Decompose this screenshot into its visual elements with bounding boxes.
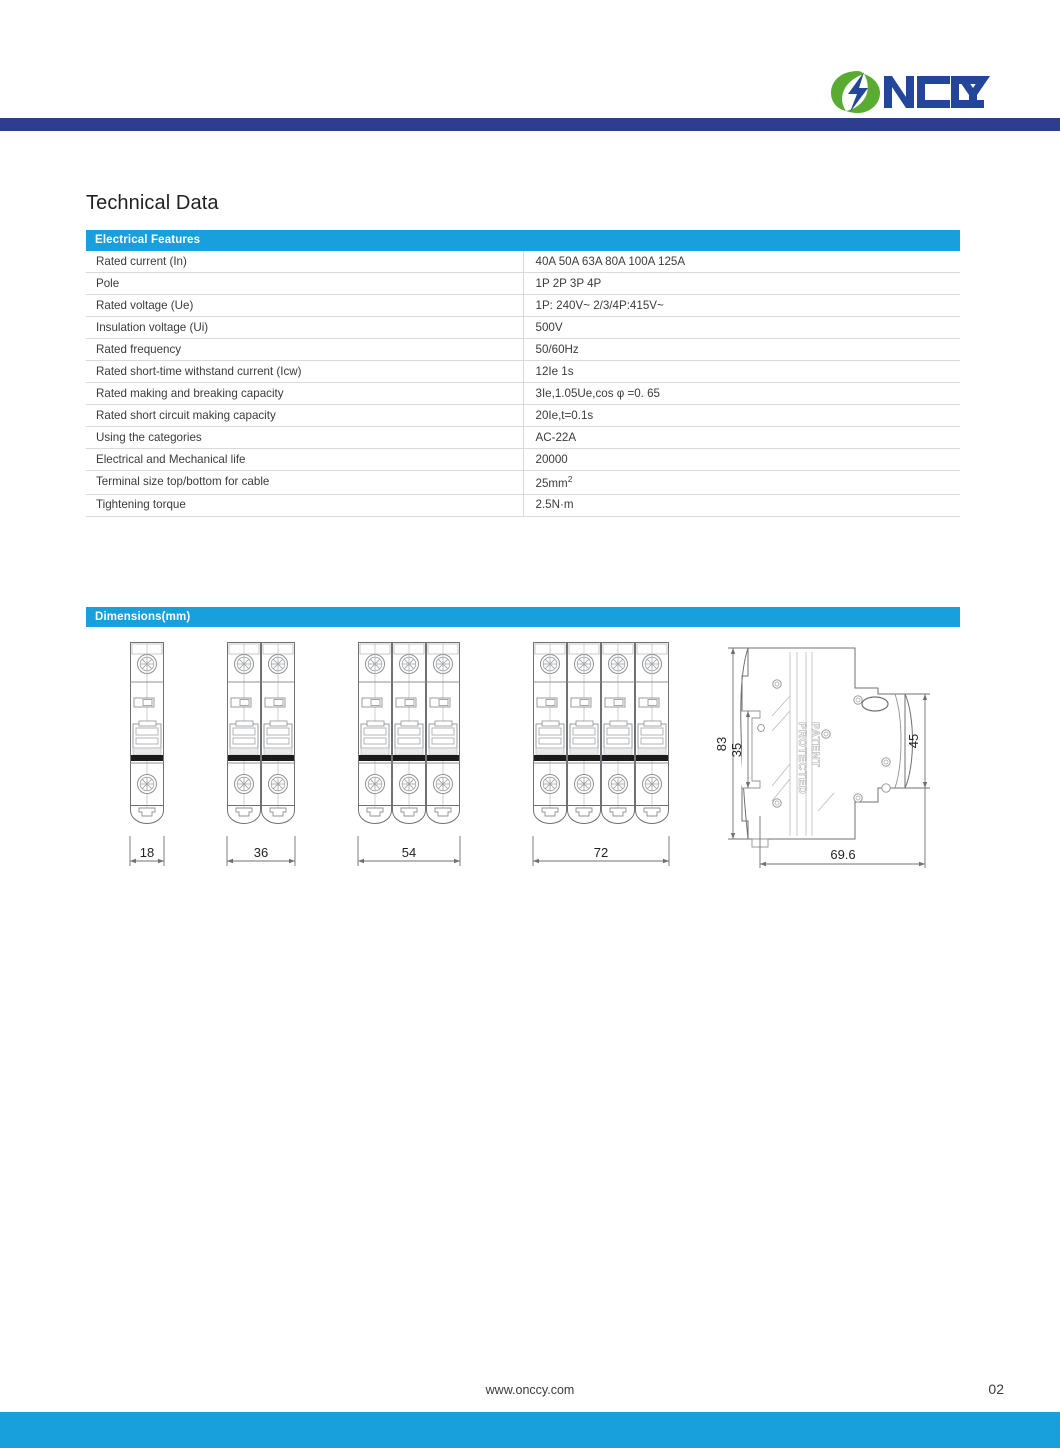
electrical-features-table <box>86 230 960 517</box>
footer-page-number: 02 <box>988 1381 1004 1397</box>
footer-url[interactable]: www.onccy.com <box>485 1383 575 1397</box>
table-cell-value: 20000 <box>523 449 960 471</box>
table-cell-value: 20Ie,t=0.1s <box>523 405 960 427</box>
table-row <box>86 471 960 495</box>
table-cell-key: Rated short circuit making capacity <box>86 405 523 427</box>
table-cell-key: Rated short-time withstand current (Icw) <box>86 361 523 383</box>
front-view-2-pole <box>227 643 295 867</box>
svg-text:PROTECTED: PROTECTED <box>796 722 808 795</box>
table-row <box>86 251 960 273</box>
dimension-label-69-6: 69.6 <box>830 847 856 862</box>
logo-wordmark <box>884 76 990 108</box>
table-cell-value: $25mm^2$ <box>523 471 960 495</box>
table-cell-value: 40A 50A 63A 80A 100A 125A <box>523 251 960 273</box>
dimension-label-1-pole: 18 <box>139 845 155 860</box>
table-cell-value: 3Ie,1.05Ue,cos φ =0. 65 <box>523 383 960 405</box>
dimensions-header: Dimensions(mm) <box>86 607 960 627</box>
table-row <box>86 494 960 516</box>
table-row <box>86 361 960 383</box>
table-cell-key: Rated voltage (Ue) <box>86 295 523 317</box>
logo-mark-and-wordmark <box>828 68 998 114</box>
table-cell-key: Rated making and breaking capacity <box>86 383 523 405</box>
page-title: Technical Data <box>86 192 219 214</box>
table-row <box>86 405 960 427</box>
table-cell-value: 50/60Hz <box>523 339 960 361</box>
table-cell-key: Pole <box>86 273 523 295</box>
drawings-svg <box>0 636 1060 896</box>
table-row <box>86 339 960 361</box>
dimension-drawings <box>0 636 1060 896</box>
table-cell-key: Tightening torque <box>86 494 523 516</box>
table-cell-value: 500V <box>523 317 960 339</box>
table-cell-key: Terminal size top/bottom for cable <box>86 471 523 495</box>
table-cell-value: 2.5N·m <box>523 494 960 516</box>
front-view-3-pole <box>358 643 460 867</box>
side-view <box>714 648 930 868</box>
svg-text:PATENT: PATENT <box>809 722 821 768</box>
dimension-label-83: 83 <box>714 736 729 752</box>
dimension-label-35: 35 <box>729 742 744 758</box>
page-header <box>0 0 1060 131</box>
table-cell-value: 12Ie 1s <box>523 361 960 383</box>
dimension-label-4-pole: 72 <box>593 845 609 860</box>
table-row <box>86 427 960 449</box>
table-cell-key: Using the categories <box>86 427 523 449</box>
table-row <box>86 449 960 471</box>
table-cell-key: Rated frequency <box>86 339 523 361</box>
dimension-label-3-pole: 54 <box>401 845 417 860</box>
table-body <box>86 251 960 516</box>
onccy-logo <box>828 68 998 114</box>
table-cell-key: Rated current (In) <box>86 251 523 273</box>
table-header-row <box>86 230 960 251</box>
table-row <box>86 295 960 317</box>
table-cell-key: Electrical and Mechanical life <box>86 449 523 471</box>
front-view-4-pole <box>533 643 669 867</box>
dimension-label-45: 45 <box>906 733 921 749</box>
table-row <box>86 383 960 405</box>
table-row <box>86 317 960 339</box>
table-header-label: Electrical Features <box>86 230 960 251</box>
table-cell-key: Insulation voltage (Ui) <box>86 317 523 339</box>
table-row <box>86 273 960 295</box>
header-rule <box>0 118 1060 131</box>
table-cell-value: 1P 2P 3P 4P <box>523 273 960 295</box>
footer-bar <box>0 1412 1060 1448</box>
front-view-1-pole <box>130 643 164 867</box>
table-cell-value: AC-22A <box>523 427 960 449</box>
table-cell-value: 1P: 240V~ 2/3/4P:415V~ <box>523 295 960 317</box>
dimension-label-2-pole: 36 <box>253 845 269 860</box>
